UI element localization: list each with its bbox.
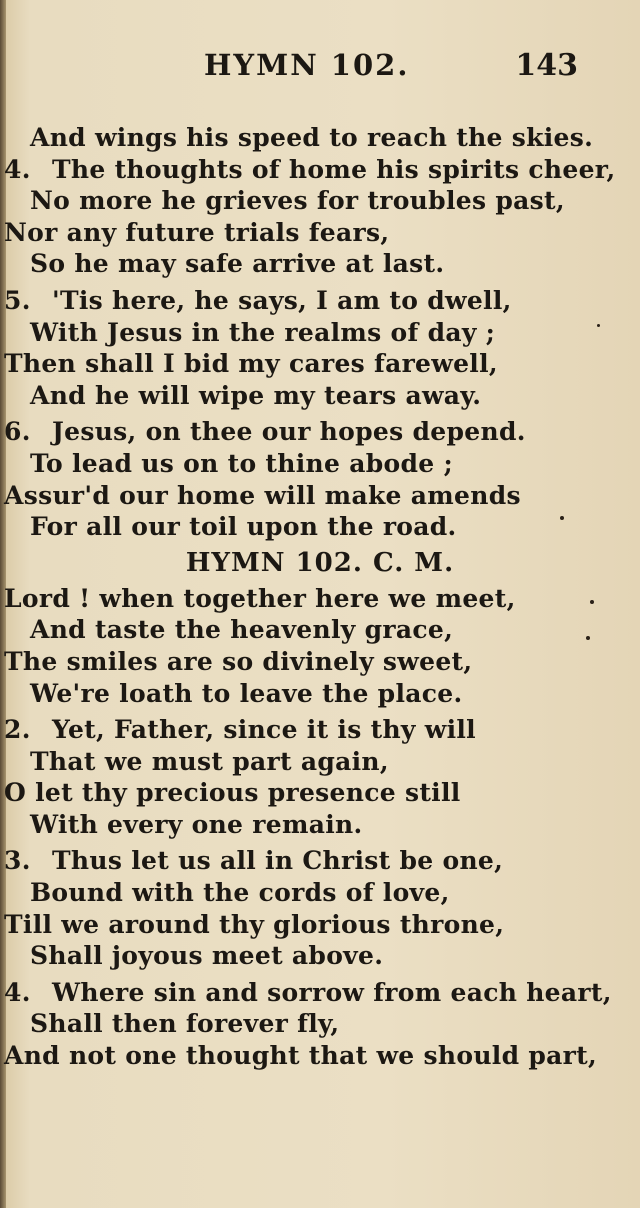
verse-line: Shall joyous meet above.: [30, 941, 384, 971]
ink-speck: [590, 600, 594, 604]
verse-number: 6.: [4, 417, 31, 447]
verse-number: 4.: [4, 154, 31, 184]
verse-line: Assur'd our home will make amends: [4, 480, 521, 510]
verse-line: That we must part again,: [30, 746, 389, 776]
verse-line: Nor any future trials fears,: [4, 217, 390, 247]
verse-line-text: 'Tis here, he says, I am to dwell,: [52, 285, 512, 315]
verse-line: [0, 154, 620, 186]
verse-line: [0, 285, 620, 317]
verse-line: And not one thought that we should part,: [4, 1041, 597, 1071]
verse-line: For all our toil upon the road.: [30, 512, 457, 542]
verse-line: Shall then forever fly,: [30, 1009, 340, 1039]
verse-number: 3.: [4, 846, 31, 876]
ink-speck: [560, 516, 564, 520]
page-header: [0, 48, 640, 98]
verse-line: And he will wipe my tears away.: [30, 380, 482, 410]
hymn-heading: HYMN 102. C. M.: [185, 547, 455, 578]
hymn-text: [0, 122, 620, 1072]
verse-line-text: Jesus, on thee our hopes depend.: [52, 417, 526, 447]
running-title: HYMN 102.: [204, 48, 410, 82]
verse-line: We're loath to leave the place.: [30, 678, 463, 708]
verse-line: To lead us on to thine abode ;: [30, 448, 454, 478]
verse-line: Till we around thy glorious throne,: [4, 909, 505, 939]
verse-line: Bound with the cords of love,: [30, 878, 450, 908]
verse-line: So he may safe arrive at last.: [30, 249, 445, 279]
verse-line-text: Yet, Father, since it is thy will: [52, 715, 476, 745]
ink-speck: [597, 324, 600, 327]
verse-line: O let thy precious presence still: [4, 778, 461, 808]
verse-line: Then shall I bid my cares farewell,: [4, 349, 498, 379]
page-number: 143: [515, 48, 578, 83]
verse-line-text: Thus let us all in Christ be one,: [52, 846, 504, 876]
verse-number: 2.: [4, 715, 31, 745]
ink-speck: [586, 636, 590, 640]
verse-line: [0, 977, 620, 1009]
verse-line: [0, 845, 620, 877]
verse-line-text: Where sin and sorrow from each heart,: [52, 977, 612, 1007]
verse-line: And wings his speed to reach the skies.: [30, 123, 594, 152]
verse-line: With every one remain.: [30, 809, 363, 839]
verse-line: No more he grieves for troubles past,: [30, 186, 565, 216]
verse-number: 5.: [4, 285, 31, 315]
verse-line: With Jesus in the realms of day ;: [30, 317, 496, 347]
verse-line: [0, 416, 620, 448]
verse-line: Lord ! when together here we meet,: [4, 583, 516, 613]
verse-line: [0, 714, 620, 746]
verse-line-text: The thoughts of home his spirits cheer,: [52, 154, 616, 184]
verse-line: The smiles are so divinely sweet,: [4, 646, 473, 676]
verse-line: And taste the heavenly grace,: [30, 615, 454, 645]
verse-number: 4.: [4, 977, 31, 1007]
